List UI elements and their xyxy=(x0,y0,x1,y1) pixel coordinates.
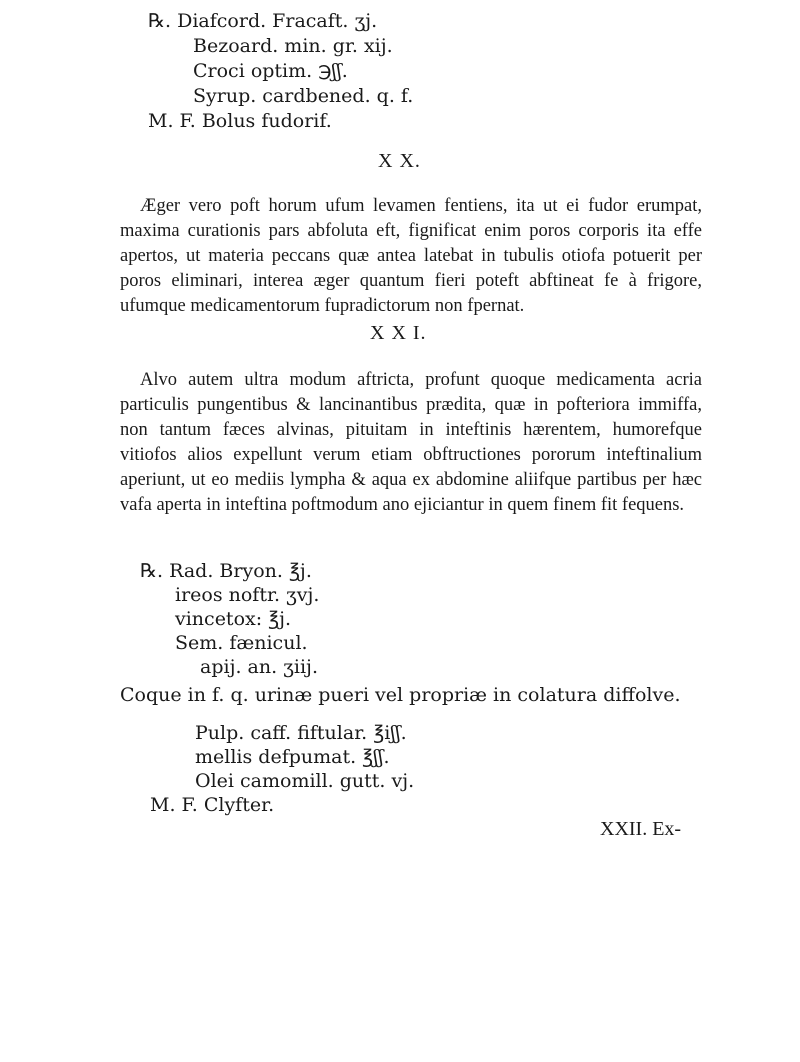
recipe1-line-5: M. F. Bolus fudorif. xyxy=(148,110,332,132)
recipe3-line-1: Pulp. caff. fiftular. ℥iʃʃ. xyxy=(195,722,407,744)
recipe2-instruction: Coque in f. q. urinæ pueri vel propriæ in colatura diffolve. xyxy=(120,684,681,706)
recipe1-line-3: Croci optim. ℈ʃʃ. xyxy=(193,60,348,82)
section-20-heading: X X. xyxy=(378,150,421,172)
recipe2-line-4: Sem. fænicul. xyxy=(175,632,308,654)
catchword: XXII. Ex- xyxy=(600,818,682,840)
section-20-text: Æger vero poft horum ufum levamen fentiens, ita ut ei fudor erumpat, maxima curationis pars abfoluta eft, fignificat enim poros corporis ita effe apertos, ut materia peccans quæ antea latebat in tubulis otiofa potuerit per poros eliminari, interea æger quantum fieri poteft abftineat fe à frigore, ufumque medicamentorum fupradictorum non fpernat. xyxy=(120,196,702,316)
recipe2-line-5: apij. an. ʒiij. xyxy=(200,656,318,678)
recipe1-line-1: ℞. Diafcord. Fracaft. ʒj. xyxy=(148,10,378,32)
section-21-heading: X X I. xyxy=(370,322,427,344)
section-21-text: Alvo autem ultra modum aftricta, profunt quoque medicamenta acria particulis pungentibus & lancinantibus prædita, quæ in pofteriora immiffa, non tantum fæces alvinas, pituitam in inteftinis hærentem, humorefque vitiofos alios expellunt verum etiam obftructiones pororum inteftinalium aperiunt, ut eo mediis lympha & aqua ex abdomine aliifque partibus per hæc vafa aperta in inteftina poftmodum ano ejiciantur in quem finem fit fequens. xyxy=(120,370,702,515)
recipe2-line-2: ireos noftr. ʒvj. xyxy=(175,584,320,606)
recipe1-line-2: Bezoard. min. gr. xij. xyxy=(193,35,393,57)
recipe3-line-4: M. F. Clyfter. xyxy=(150,794,275,816)
recipe3-line-3: Olei camomill. gutt. vj. xyxy=(195,770,415,792)
recipe2-line-3: vincetox: ℥j. xyxy=(175,608,292,630)
recipe2-line-1: ℞. Rad. Bryon. ℥j. xyxy=(140,560,312,582)
recipe3-line-2: mellis defpumat. ℥ʃʃ. xyxy=(195,746,390,768)
recipe1-line-4: Syrup. cardbened. q. f. xyxy=(193,85,414,107)
